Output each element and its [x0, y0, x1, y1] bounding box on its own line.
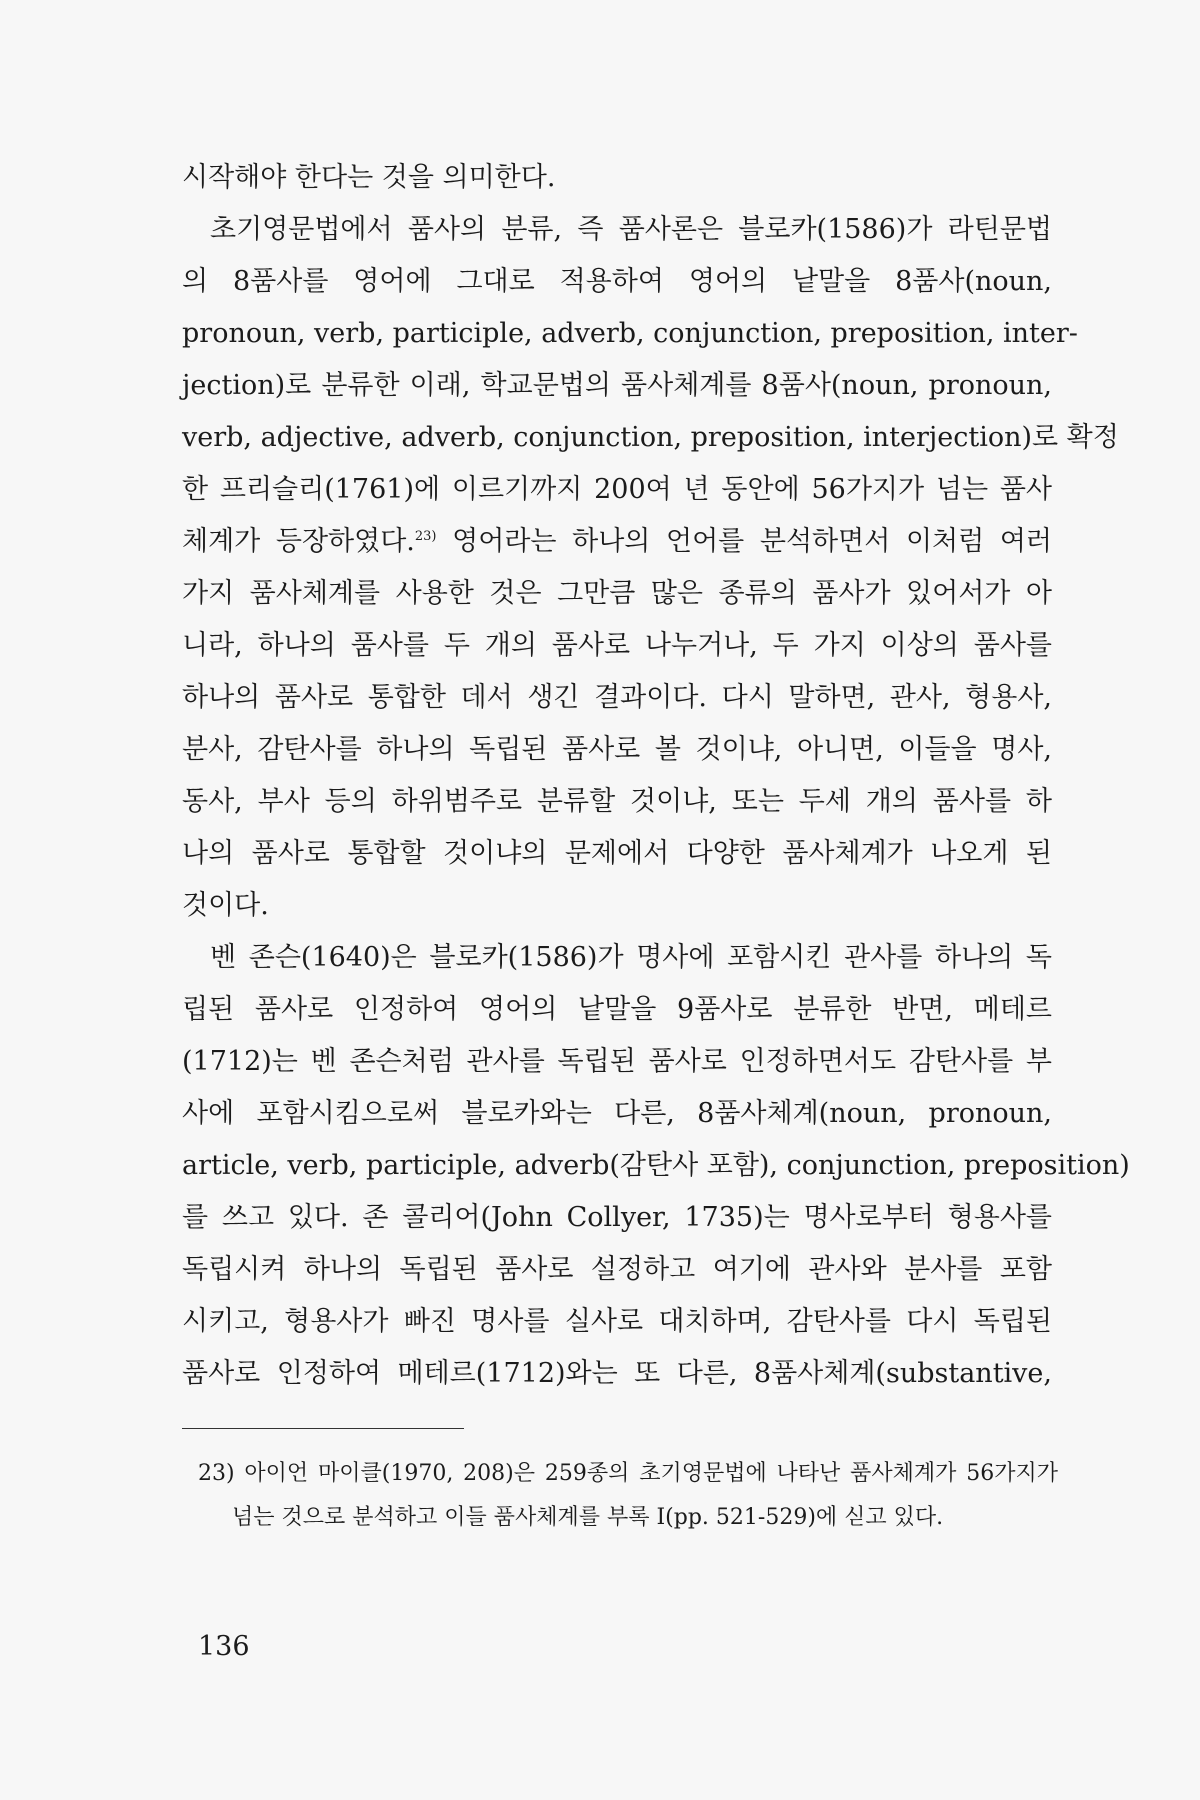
text-line: 동사, 부사 등의 하위범주로 분류할 것이냐, 또는 두세 개의 품사를 하 [182, 786, 1052, 817]
text-line: 시키고, 형용사가 빠진 명사를 실사로 대치하며, 감탄사를 다시 독립된 [182, 1306, 1052, 1337]
text-line: 초기영문법에서 품사의 분류, 즉 품사론은 블로카(1586)가 라틴문법 [210, 214, 1052, 245]
text-line: 벤 존슨(1640)은 블로카(1586)가 명사에 포함시킨 관사를 하나의 독 [210, 942, 1052, 973]
page-number: 136 [198, 1631, 250, 1662]
text-line: 분사, 감탄사를 하나의 독립된 품사로 볼 것이냐, 아니면, 이들을 명사, [182, 734, 1052, 765]
text-line: 품사로 인정하여 메테르(1712)와는 또 다른, 8품사체계(substantive, [182, 1358, 1052, 1389]
text-line: 독립시켜 하나의 독립된 품사로 설정하고 여기에 관사와 분사를 포함 [182, 1254, 1052, 1285]
text-line: 사에 포함시킴으로써 블로카와는 다른, 8품사체계(noun, pronoun, [182, 1098, 1052, 1129]
text-line: 를 쓰고 있다. 존 콜리어(John Collyer, 1735)는 명사로부터 형용사를 [182, 1202, 1052, 1233]
text-line: 가지 품사체계를 사용한 것은 그만큼 많은 종류의 품사가 있어서가 아 [182, 578, 1052, 609]
text-line: 나의 품사로 통합할 것이냐의 문제에서 다양한 품사체계가 나오게 된 [182, 838, 1052, 869]
footnote-reference[interactable]: 23) [414, 529, 437, 544]
footnote [198, 1452, 1058, 1540]
text-segment: 체계가 등장하였다. [182, 526, 415, 557]
text-segment: 영어라는 하나의 언어를 분석하면서 이처럼 여러 [436, 526, 1052, 557]
body-text [182, 152, 1130, 1400]
text-line: (1712)는 벤 존슨처럼 관사를 독립된 품사로 인정하면서도 감탄사를 부 [182, 1046, 1052, 1077]
footnote-line: 23) 아이언 마이클(1970, 208)은 259종의 초기영문법에 나타난 품사체계가 56가지가 [198, 1461, 1058, 1486]
text-line: 한 프리슬리(1761)에 이르기까지 200여 년 동안에 56가지가 넘는 품사 [182, 474, 1052, 505]
text-line: 시작해야 한다는 것을 의미한다. [182, 162, 556, 193]
text-line: 의 8품사를 영어에 그대로 적용하여 영어의 낱말을 8품사(noun, [182, 266, 1052, 297]
text-line: jection)로 분류한 이래, 학교문법의 품사체계를 8품사(noun, pronoun, [182, 370, 1052, 401]
text-line: verb, adjective, adverb, conjunction, preposition, interjection)로 확정 [182, 422, 1119, 453]
text-line-with-footnote-ref [182, 516, 1052, 568]
footnote-line: 넘는 것으로 분석하고 이들 품사체계를 부록 I(pp. 521-529)에 싣고 있다. [232, 1505, 944, 1530]
text-line: article, verb, participle, adverb(감탄사 포함), conjunction, preposition) [182, 1150, 1130, 1181]
text-line: 하나의 품사로 통합한 데서 생긴 결과이다. 다시 말하면, 관사, 형용사, [182, 682, 1052, 713]
text-line: pronoun, verb, participle, adverb, conjunction, preposition, inter- [182, 318, 1078, 349]
text-line: 것이다. [182, 890, 269, 921]
text-line: 립된 품사로 인정하여 영어의 낱말을 9품사로 분류한 반면, 메테르 [182, 994, 1052, 1025]
footnote-divider [182, 1428, 464, 1429]
text-line: 니라, 하나의 품사를 두 개의 품사로 나누거나, 두 가지 이상의 품사를 [182, 630, 1052, 661]
